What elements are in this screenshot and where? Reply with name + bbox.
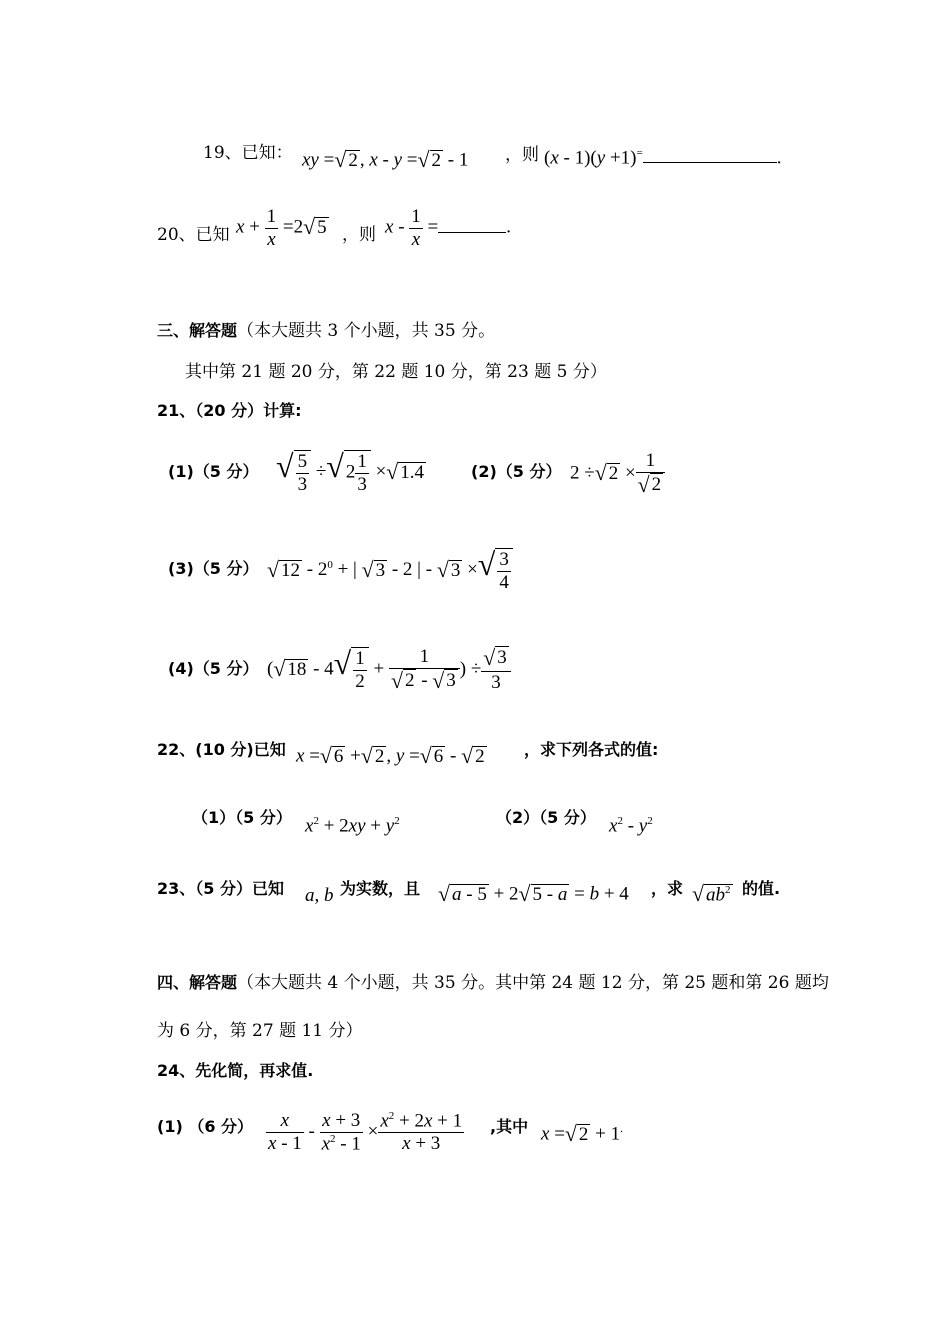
q22-ask: ，求下列各式的值: — [524, 740, 659, 759]
q20-label: 20、已知 — [157, 225, 230, 245]
q21-part4-label: (4)（5 分） — [168, 659, 259, 678]
section-3-note1: （本大题共 3 个小题，共 35 分。 — [237, 321, 496, 341]
q19-eq: = — [636, 147, 643, 159]
q19-condition: xy =√ 2 , x - y =√ 2 - 1 — [302, 148, 469, 172]
q23-tail: 的值. — [742, 879, 781, 898]
q23-target: √ $ab^2$ — [692, 882, 731, 906]
q19-label: 19、已知： — [203, 143, 293, 163]
q20-condition: x + $\frac{1}{x}$ =2√ 5 — [236, 206, 327, 250]
q21-part2-label: (2)（5 分） — [471, 462, 562, 481]
q24-value: x =√ 2 + 1. — [541, 1122, 623, 1147]
q22-part1-label: （1）（5 分） — [192, 808, 292, 827]
q22-condition: x =√ 6 +√ 2 , y =√ 6 - √ 2 — [296, 744, 485, 768]
q23-label: 23、（5 分）已知 — [157, 879, 284, 898]
q23-condition: √ a - 5 + 2√ 5 - a = b + 4 — [438, 882, 629, 906]
q20-answer-blank[interactable] — [438, 232, 506, 233]
section-3-heading — [157, 316, 495, 341]
q21-part2-expression: 2 ÷√ 2 × $\frac{1}{√ 2}$ — [570, 450, 665, 498]
q19-expression: (x - 1)(y +1)= . — [544, 147, 782, 169]
q21-part3-label: (3)（5 分） — [168, 559, 259, 578]
q19-answer-blank[interactable] — [643, 162, 777, 163]
q23-ask: ，求 — [651, 879, 684, 898]
q24-part1-label: (1) （6 分） — [157, 1117, 254, 1136]
section-3-note2: 其中第 21 题 20 分，第 22 题 10 分，第 23 题 5 分） — [185, 362, 607, 382]
q22-label: 22、(10 分)已知 — [157, 740, 286, 759]
q21-label: 21、（20 分）计算: — [157, 401, 302, 420]
q21-part1-expression: √ $\frac{5}{3}$ ÷√ 2 $\frac{1}{3}$ ×√ 1.4 — [276, 448, 425, 495]
q20-separator: ，则 — [342, 225, 376, 245]
question-20 — [157, 220, 230, 245]
q23-variables: a, b — [305, 885, 334, 906]
q19-separator: ，则 — [505, 145, 539, 165]
q24-part1-expression: $\frac{x}{x - 1}$ - $\frac{x + 3}{x^2 - 1}$ × $\frac{x^2 + 2x + 1}{x + 3}$ — [268, 1110, 463, 1155]
q21-part1-label: (1)（5 分） — [168, 462, 259, 481]
q21-part3-expression: √ $12 - 2^0$ + | √ 3 - 2 | - √ 3 ×√ $\frac{3}{4}$ — [267, 548, 513, 594]
section-4-note1: （本大题共 4 个小题，共 35 分。其中第 24 题 12 分，第 25 题和第 26 题均 — [237, 973, 829, 993]
q23-mid: 为实数，且 — [340, 879, 421, 898]
section-3-title: 三、解答题 — [157, 321, 238, 340]
section-4-note2: 为 6 分，第 27 题 11 分） — [157, 1021, 363, 1041]
q24-where: ,其中 — [490, 1117, 529, 1136]
q20-expression: x - $\frac{1}{x}$ = . — [385, 206, 511, 250]
q22-part2-expression: $x^2 - y^2$ — [609, 815, 653, 837]
section-4-heading — [157, 968, 829, 993]
section-4-title: 四、解答题 — [157, 973, 238, 992]
q20-eq: = — [427, 216, 439, 238]
q21-part4-expression: (√ 18 - 4√ $\frac{1}{2}$ + $\frac{1}{√ 2 - √ 3}$ ) ÷ $\frac{√ 3}{3}$ — [267, 646, 511, 694]
question-19 — [203, 138, 293, 163]
q22-part2-label: （2）（5 分） — [496, 808, 596, 827]
q22-part1-expression: $x^2 + 2xy + y^2$ — [305, 815, 400, 837]
q24-label: 24、先化简，再求值. — [157, 1061, 314, 1080]
